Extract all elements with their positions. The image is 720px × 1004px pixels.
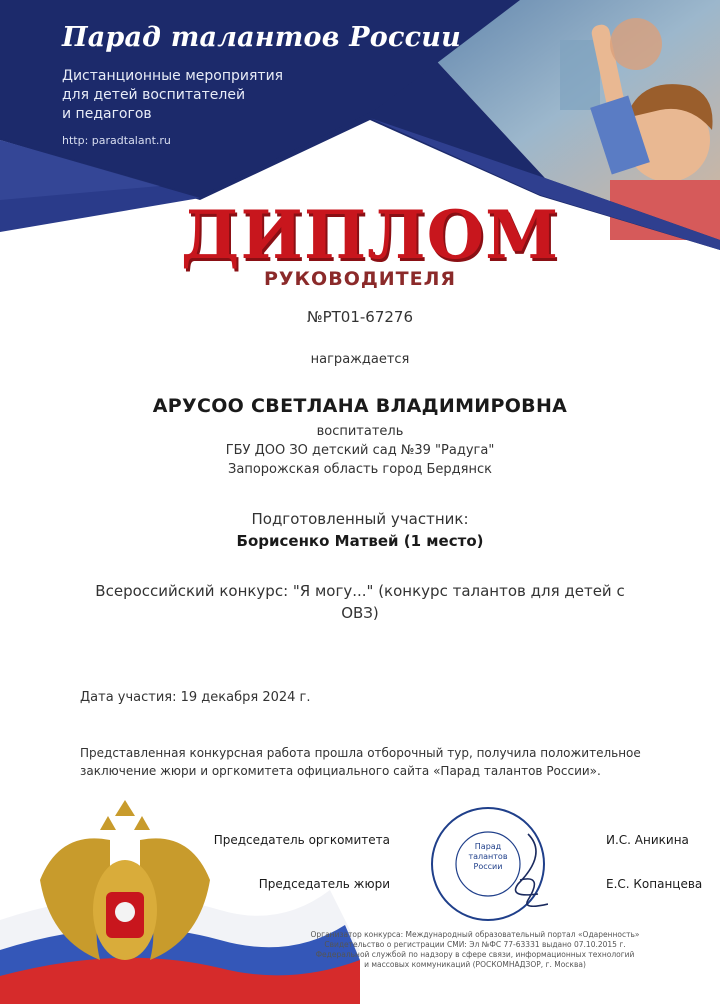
jury-chair-label: Председатель жюри xyxy=(258,877,390,891)
stamp-line: Парад xyxy=(474,842,502,851)
diploma-title: ДИПЛОМ xyxy=(180,196,560,274)
diploma-number: №РТ01-67276 xyxy=(306,308,414,326)
footer-line: и массовых коммуникаций (РОСКОМНАДЗОР, г. Москва) xyxy=(364,960,586,969)
diploma-subtitle: РУКОВОДИТЕЛЯ xyxy=(263,268,457,290)
signature-icon xyxy=(520,879,548,906)
contest-name: Всероссийский конкурс: "Я могу..." (конкурс талантов для детей с ОВЗ) xyxy=(95,582,625,622)
coat-of-arms-emblem xyxy=(0,800,360,1004)
header-text xyxy=(62,22,461,147)
organizing-committee-chair-name: И.С. Аникина xyxy=(606,833,689,847)
organizer-footer xyxy=(300,930,650,970)
prepared-participant-label: Подготовленный участник: xyxy=(251,510,469,528)
header-title: Парад талантов России xyxy=(62,22,461,53)
footer-line: Организатор конкурса: Международный образовательный портал «Одаренность» xyxy=(310,930,640,939)
footer-line: Свидетельство о регистрации СМИ: Эл №ФС 77-63331 выдано 07.10.2015 г. xyxy=(324,940,626,949)
participation-date: Дата участия: 19 декабря 2024 г. xyxy=(80,690,311,705)
jury-statement: Представленная конкурсная работа прошла отборочный тур, получила положительное заключение жюри и оргкомитета официального сайта «Парад талантов России». xyxy=(80,746,641,778)
participant-name: Борисенко Матвей (1 место) xyxy=(236,532,484,550)
jury-chair-name: Е.С. Копанцева xyxy=(606,877,703,891)
recipient-location: Запорожская область город Бердянск xyxy=(228,462,492,477)
recipient-name: АРУСОО СВЕТЛАНА ВЛАДИМИРОВНА xyxy=(152,395,568,417)
recipient-position: воспитатель xyxy=(316,424,404,439)
footer-line: Федеральной службой по надзору в сфере связи, информационных технологий xyxy=(315,950,635,959)
organizing-committee-chair-label: Председатель оргкомитета xyxy=(213,833,390,847)
recipient-organization: ГБУ ДОО ЗО детский сад №39 "Радуга" xyxy=(225,443,495,458)
header-subtitle-line: Дистанционные мероприятия xyxy=(62,68,284,84)
header-subtitle-line: для детей воспитателей xyxy=(62,87,246,103)
header-subtitle xyxy=(62,67,332,124)
stamp-line: талантов xyxy=(468,852,508,861)
header-subtitle-line: и педагогов xyxy=(62,106,152,122)
stamp-line: России xyxy=(473,862,503,871)
header-url: http: paradtalant.ru xyxy=(62,134,171,147)
awarded-label: награждается xyxy=(310,352,410,367)
stamp-text xyxy=(428,842,548,872)
